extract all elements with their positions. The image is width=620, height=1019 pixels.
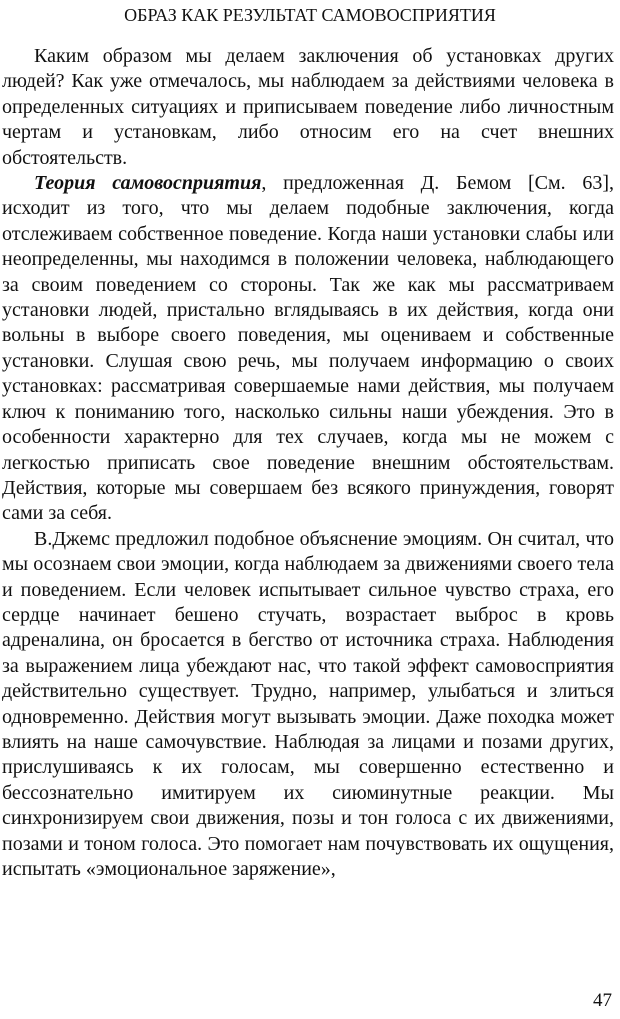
body-text	[2, 44, 614, 882]
paragraph-2	[2, 171, 614, 527]
paragraph-2-text: , предложенная Д. Бемом [См. 63], исходит из того, что мы делаем подобные заключения, когда отслеживаем собственное поведение. Когда наши установки слабы или неопределенны, мы находимся в положении человека, наблюдающего за своим поведением со стороны. Так же как мы рассматриваем установки людей, пристально вглядываясь в их действия, когда они вольны в выборе своего поведения, мы оцениваем и собственные установки. Слушая свою речь, мы получаем информацию о своих установках: рассматривая совершаемые нами действия, мы получаем ключ к пониманию того, насколько сильны наши убеждения. Это в особенности характерно для тех случаев, когда мы не можем с легкостью приписать свое поведение внешним обстоятельствам. Действия, которые мы совершаем без всякого принуждения, говорят сами за себя.	[2, 172, 614, 525]
paragraph-3: В.Джемс предложил подобное объяснение эмоциям. Он считал, что мы осознаем свои эмоции, когда наблюдаем за движениями своего тела и поведением. Если человек испытывает сильное чувство страха, его сердце начинает бешено стучать, возрастает выброс в кровь адреналина, он бросается в бегство от источника страха. Наблюдения за выражением лица убеждают нас, что такой эффект самовосприятия действительно существует. Трудно, например, улыбаться и злиться одновременно. Действия могут вызывать эмоции. Даже походка может влиять на наше самочувствие. Наблюдая за лицами и позами других, прислушиваясь к их голосам, мы совершенно естественно и бессознательно имитируем их сиюминутные реакции. Мы синхронизируем свои движения, позы и тон голоса с их движениями, позами и тоном голоса. Это помогает нам почувствовать их ощущения, испытать «эмоциональное заряжение»,	[2, 527, 614, 880]
term-highlight: Теория самовосприятия	[34, 172, 262, 195]
page-number: 47	[593, 990, 612, 1011]
running-head: ОБРАЗ КАК РЕЗУЛЬТАТ САМОВОСПРИЯТИЯ	[124, 5, 496, 25]
paragraph-1: Каким образом мы делаем заключения об установках других людей? Как уже отмечалось, мы наблюдаем за действиями человека в определенных ситуациях и приписываем поведение либо личностным чертам и установкам, либо относим его на счет внешних обстоятельств.	[2, 45, 614, 169]
